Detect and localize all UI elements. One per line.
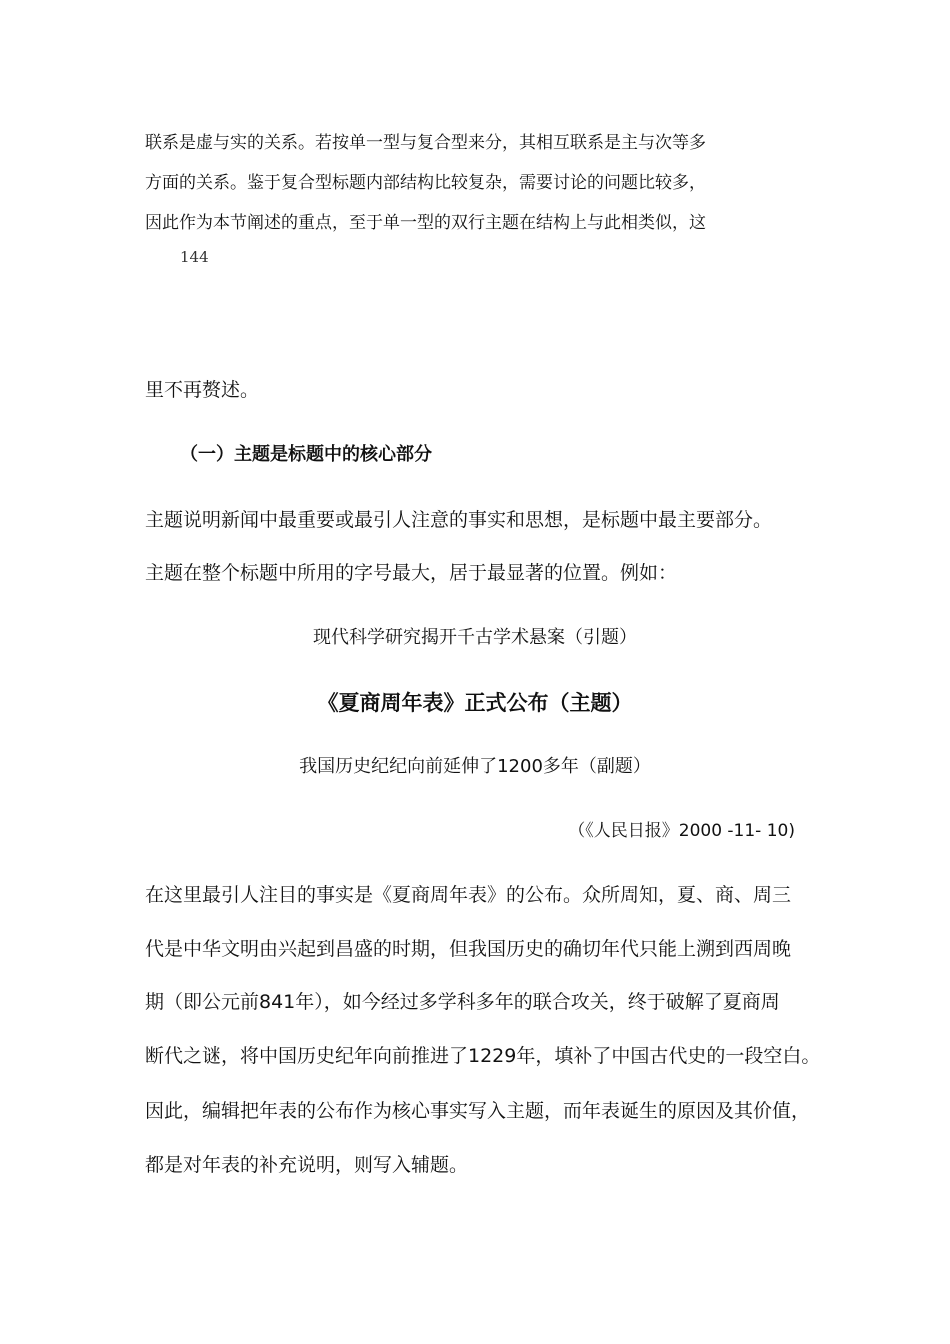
continuation-line: 里不再赘述。 bbox=[145, 379, 260, 401]
text-line: 期（即公元前841年），如今经过多学科多年的联合攻关，终于破解了夏商周 bbox=[145, 991, 780, 1013]
text-line: 在这里最引人注目的事实是《夏商周年表》的公布。众所周知，夏、商、周三 bbox=[145, 884, 792, 906]
text-line: 都是对年表的补充说明，则写入辅题。 bbox=[145, 1154, 469, 1176]
text-line: 方面的关系。鉴于复合型标题内部结构比较复杂，需要讨论的问题比较多， bbox=[145, 173, 706, 193]
text-line: 主题说明新闻中最重要或最引人注意的事实和思想，是标题中最主要部分。 bbox=[145, 509, 773, 531]
text-line: 主题在整个标题中所用的字号最大，居于最显著的位置。例如： bbox=[145, 562, 678, 584]
text-line: 因此作为本节阐述的重点，至于单一型的双行主题在结构上与此相类似，这 bbox=[145, 213, 706, 233]
text-line: 因此，编辑把年表的公布作为核心事实写入主题，而年表诞生的原因及其价值， bbox=[145, 1100, 811, 1122]
text-line: 断代之谜，将中国历史纪年向前推进了1229年，填补了中国古代史的一段空白。 bbox=[145, 1045, 821, 1067]
main-title: 《夏商周年表》正式公布（主题） bbox=[317, 691, 633, 715]
intro-title: 现代科学研究揭开千古学术悬案（引题） bbox=[313, 627, 637, 648]
page-number: 144 bbox=[180, 248, 209, 266]
source-citation: （《人民日报》2000 -11- 10) bbox=[568, 821, 795, 841]
section-heading: （一）主题是标题中的核心部分 bbox=[180, 444, 432, 465]
text-line: 代是中华文明由兴起到昌盛的时期，但我国历史的确切年代只能上溯到西周晚 bbox=[145, 938, 792, 960]
text-line: 联系是虚与实的关系。若按单一型与复合型来分，其相互联系是主与次等多 bbox=[145, 133, 706, 153]
sub-title: 我国历史纪纪向前延伸了1200多年（副题） bbox=[299, 756, 651, 777]
